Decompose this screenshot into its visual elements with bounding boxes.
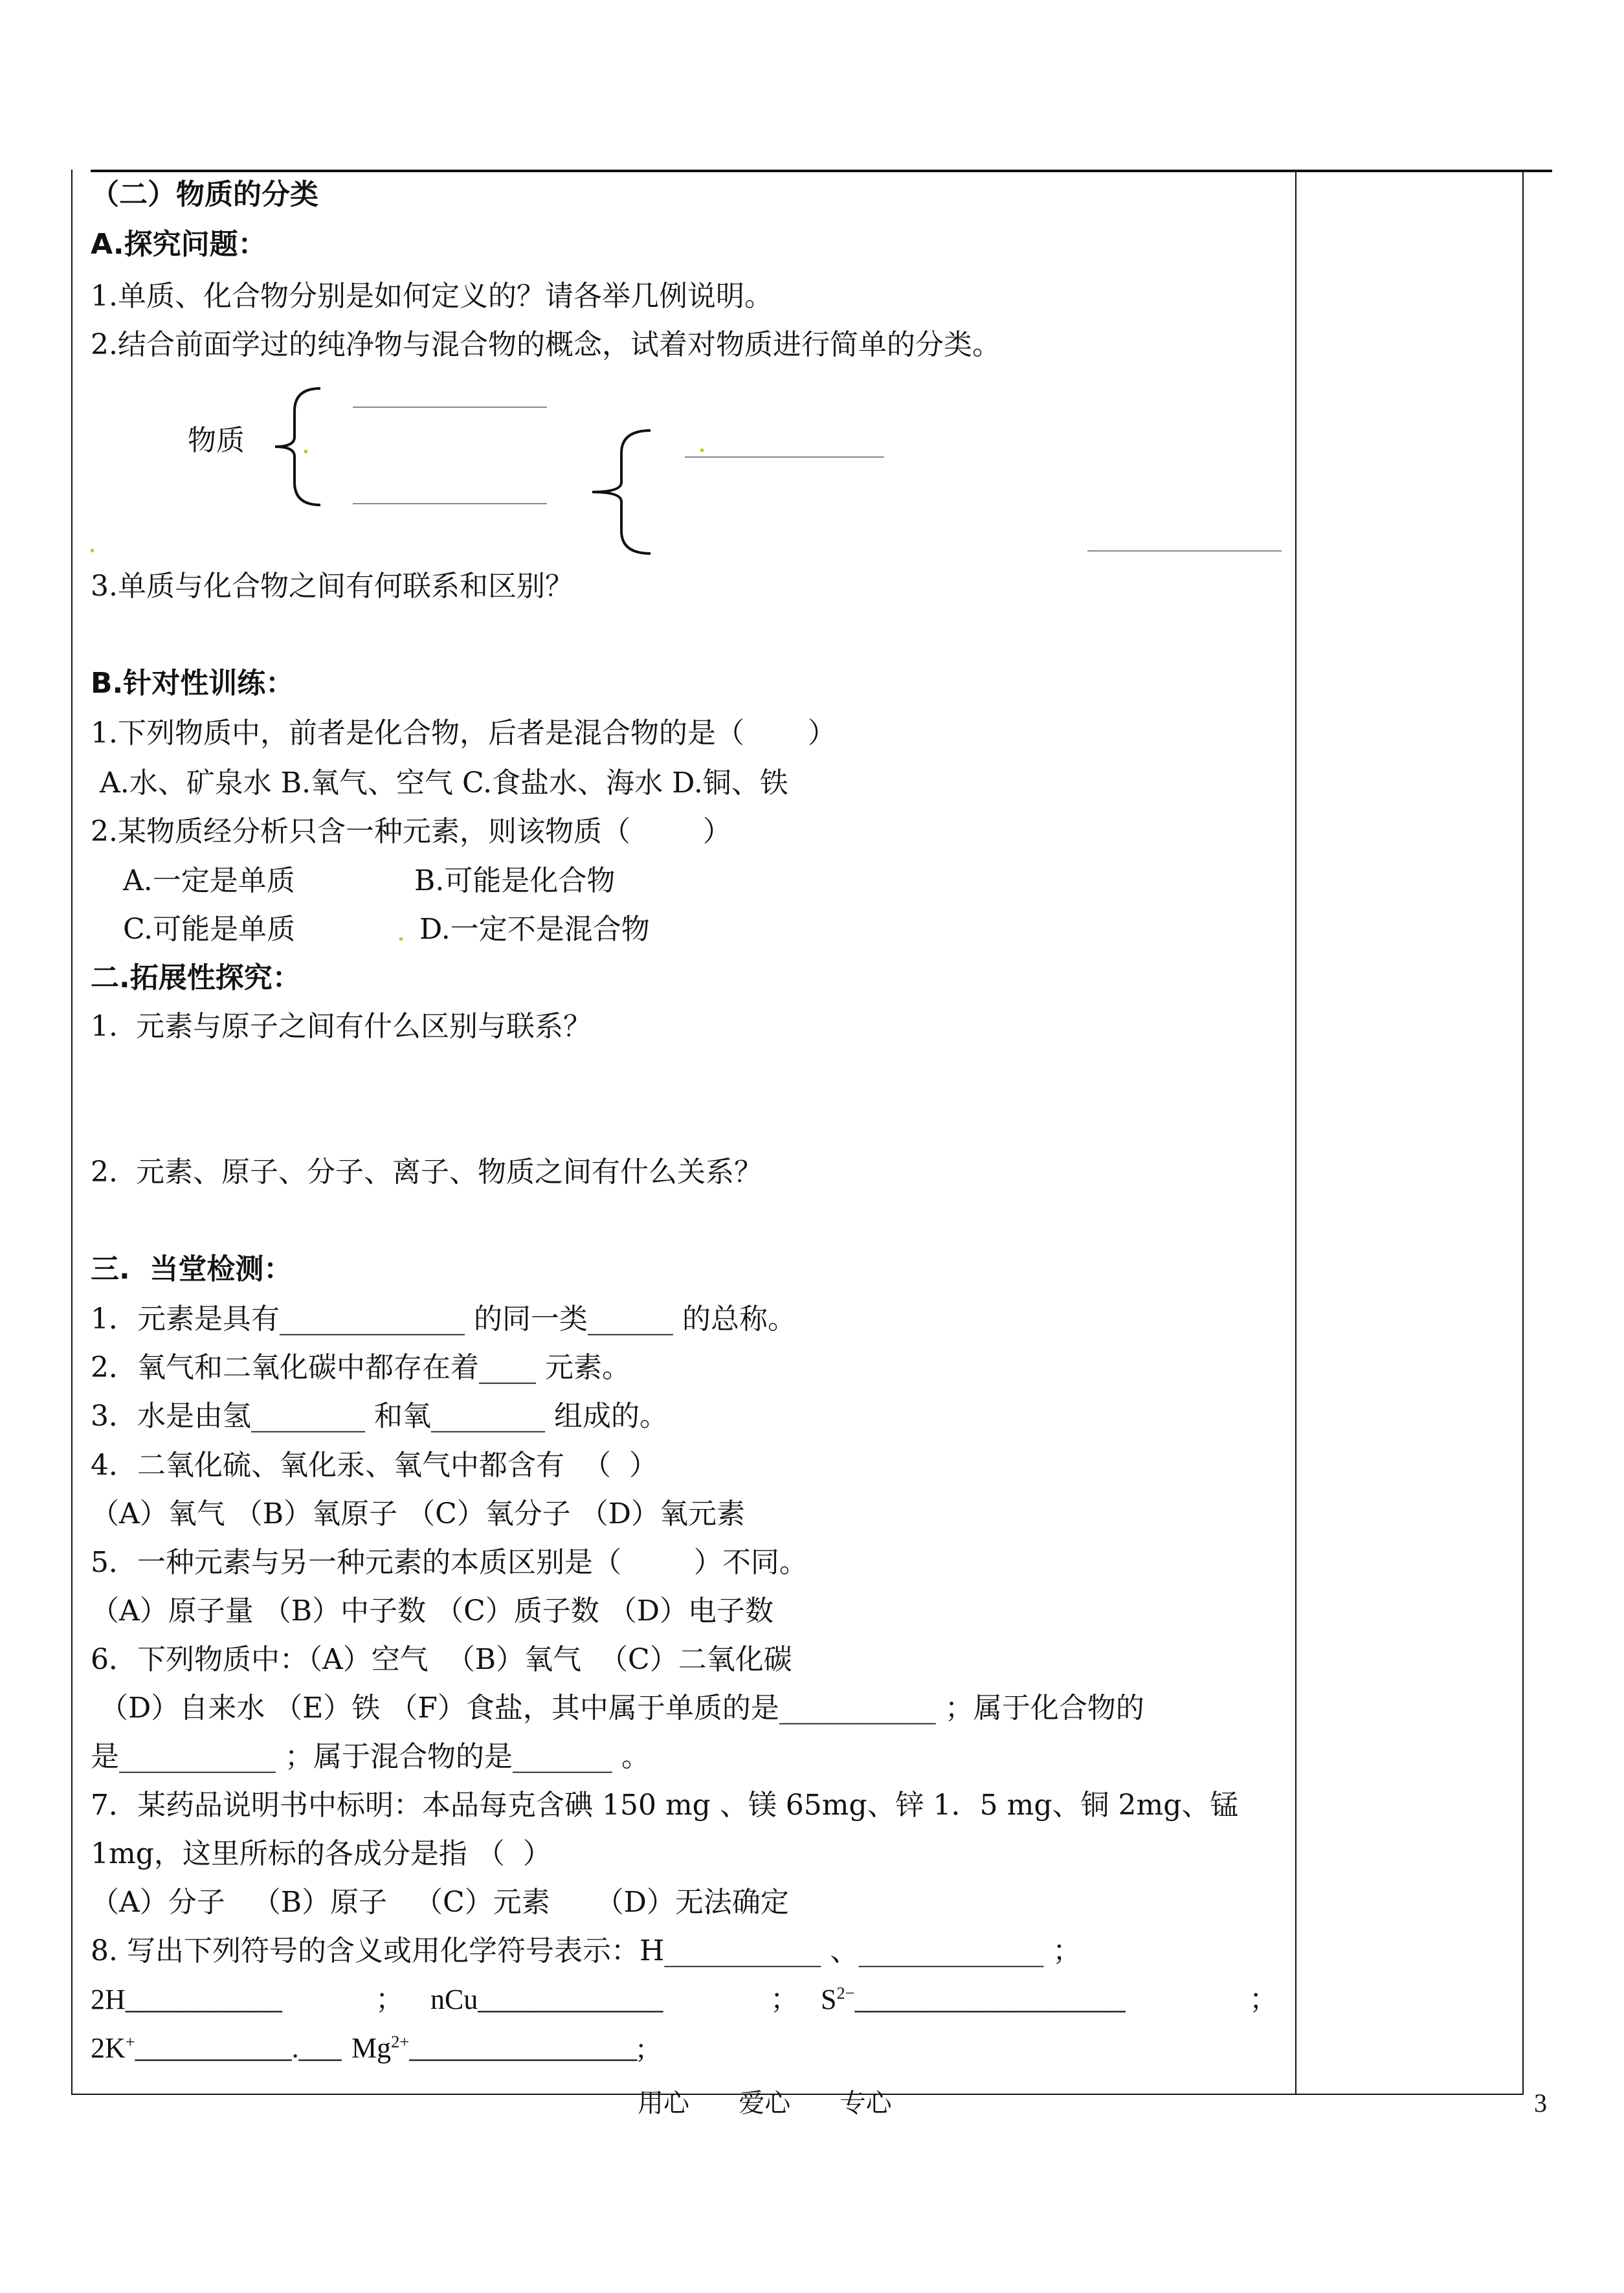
column-divider — [1295, 170, 1296, 2094]
stray-dot — [399, 937, 403, 941]
blank-line-1 — [353, 407, 547, 408]
page-number: 3 — [1534, 2088, 1547, 2118]
separator: ； — [375, 1983, 404, 2016]
diagram-label-substance: 物质 — [188, 424, 245, 457]
question-3: 3.单质与化合物之间有何联系和区别？ — [91, 570, 573, 603]
option-b: B.可能是化合物 — [414, 864, 616, 897]
blank-line-4 — [1087, 550, 1282, 552]
section-title-classification: （二）物质的分类 — [91, 178, 318, 211]
footer-motto: 用心 爱心 专心 — [638, 2088, 892, 2118]
check-question-7-line2: 1mg，这里所标的各成分是指 （ ） — [91, 1837, 551, 1870]
sub-title-training: B.针对性训练： — [91, 667, 295, 700]
question-2: 2.结合前面学过的纯净物与混合物的概念，试着对物质进行简单的分类。 — [91, 328, 1001, 361]
check-question-7: 7．某药品说明书中标明：本品每克含碘 150 mg 、镁 65mg、锌 1．5 mg、铜 2mg、锰 — [91, 1789, 1239, 1822]
check-question-4: 4．二氧化硫、氧化汞、氧气中都含有 （ ） — [91, 1449, 658, 1482]
stray-dot — [700, 449, 704, 452]
section-title-extension: 二.拓展性探究： — [91, 961, 301, 994]
blank-line-3 — [685, 456, 884, 458]
training-question-1: 1.下列物质中，前者是化合物，后者是混合物的是（ ） — [91, 717, 836, 750]
symbol-ncu: nCu_____________ — [430, 1984, 663, 2015]
extension-question-2: 2. 元素、原子、分子、离子、物质之间有什么关系？ — [91, 1156, 762, 1189]
check-question-7-options: （A）分子 （B）原子 （C）元素 （D）无法确定 — [91, 1886, 789, 1919]
extension-question-1: 1. 元素与原子之间有什么区别与联系？ — [91, 1010, 592, 1043]
section-title-check: 三. 当堂检测： — [91, 1253, 293, 1286]
question-1: 1.单质、化合物分别是如何定义的？请各举几例说明。 — [91, 280, 773, 313]
check-question-2: 2．氧气和二氧化碳中都存在着____ 元素。 — [91, 1351, 630, 1384]
training-question-2: 2.某物质经分析只含一种元素，则该物质（ ） — [91, 815, 731, 848]
check-question-1: 1．元素是具有_____________ 的同一类______ 的总称。 — [91, 1303, 796, 1336]
check-question-3: 3．水是由氢________ 和氧________ 组成的。 — [91, 1400, 668, 1433]
check-question-8: 8. 写出下列符号的含义或用化学符号表示：H___________ 、_____________ ； — [91, 1934, 1082, 1967]
check-question-4-options: （A）氧气 （B）氧原子 （C）氧分子 （D）氧元素 — [91, 1497, 746, 1530]
check-question-5: 5．一种元素与另一种元素的本质区别是（ ）不同。 — [91, 1546, 808, 1579]
check-question-5-options: （A）原子量 （B）中子数 （C）质子数 （D）电子数 — [91, 1594, 774, 1627]
right-brace — [583, 427, 660, 557]
option-d: D.一定不是混合物 — [419, 913, 650, 946]
option-a: A.一定是单质 — [123, 864, 295, 897]
blank-line-2 — [353, 503, 547, 504]
symbol-2k-plus: 2K+___________.___ — [91, 2031, 342, 2064]
separator: ； — [1249, 1983, 1278, 2016]
symbol-2h: 2H___________ — [91, 1984, 282, 2015]
training-question-1-options: A.水、矿泉水 B.氧气、空气 C.食盐水、海水 D.铜、铁 — [91, 766, 788, 800]
left-brace — [269, 385, 327, 508]
separator: ； — [770, 1983, 799, 2016]
check-question-6-line3: 是___________ ；属于混合物的是_______ 。 — [91, 1740, 650, 1773]
option-c: C.可能是单质 — [123, 913, 296, 946]
check-question-6-line2: （D）自来水 （E）铁 （F）食盐，其中属于单质的是___________ ；属于化合物的 — [91, 1692, 1144, 1725]
check-question-6: 6．下列物质中：（A）空气 （B）氧气 （C）二氧化碳 — [91, 1643, 792, 1676]
symbol-mg2plus: $Mg^{2+}\_\_\_\_\_\_\_\_\_\_\_\_\_\_\_\_$; — [351, 2031, 645, 2064]
symbol-s2minus: $S^{2-}\_\_\_\_\_\_\_\_\_\_\_\_\_\_\_\_\_\_\_$ — [821, 1983, 1126, 2015]
sub-title-explore: A.探究问题： — [91, 228, 267, 261]
stray-dot — [91, 549, 94, 552]
stray-dot — [304, 450, 307, 453]
